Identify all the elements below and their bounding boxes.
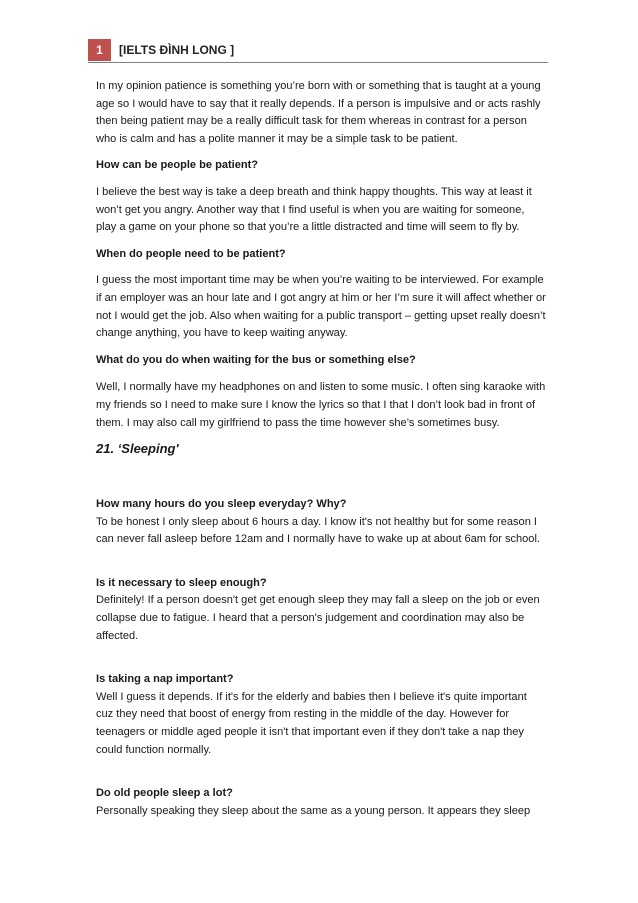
- question-heading: Is taking a nap important?: [96, 673, 234, 686]
- question-heading: What do you do when waiting for the bus or something else?: [96, 353, 416, 366]
- paragraph-intro: In my opinion patience is something you’re born with or something that is taught at a young age so I would have to say that it really depends. If a person is impulsive and or acts rashly then being patient may be a really difficult task for them whereas in contrast for a person who is calm and has a polite manner it may be a simple task to be patient.: [96, 80, 541, 145]
- page-number-badge: 1: [88, 39, 111, 61]
- document-body: [96, 78, 546, 820]
- answer-paragraph: Well, I normally have my headphones on and listen to some music. I often sing karaoke with my friends so I need to make sure I know the lyrics so that I that I don’t look bad in front of them. I may also call my girlfriend to pass the time however she’s sometimes busy.: [96, 381, 546, 429]
- question-heading: Do old people sleep a lot?: [96, 787, 233, 800]
- answer-paragraph: Personally speaking they sleep about the same as a young person. It appears they sleep: [96, 804, 531, 817]
- header-title: [IELTS ĐÌNH LONG ]: [119, 43, 235, 57]
- question-heading: How can be people be patient?: [96, 159, 259, 172]
- section-title: 21. ‘Sleeping': [96, 441, 179, 457]
- answer-paragraph: I believe the best way is take a deep breath and think happy thoughts. This way at least it won’t get you angry. Another way that I find useful is when you are waiting for someone, play a game on your phone so that you’re a little distracted and time will seem to fly by.: [96, 185, 532, 234]
- answer-paragraph: To be honest I only sleep about 6 hours a day. I know it's not healthy but for some reason I can never fall asleep before 12am and I normally have to wake up at about 6am for school.: [96, 515, 540, 546]
- answer-paragraph: Well I guess it depends. If it's for the elderly and babies then I believe it's quite important cuz they need that boost of energy from resting in the middle of the day. However for teenagers or middle aged people it isn't that important even if they don't take a nap they could function normally.: [96, 690, 527, 756]
- answer-paragraph: Definitely! If a person doesn't get get enough sleep they may fall a sleep on the job or even collapse due to fatigue. I heard that a person's judgement and coordination may also be affected.: [96, 594, 540, 642]
- question-heading: How many hours do you sleep everyday? Why?: [96, 498, 347, 511]
- question-heading: When do people need to be patient?: [96, 247, 286, 260]
- header-divider: [88, 62, 548, 63]
- question-heading: Is it necessary to sleep enough?: [96, 576, 267, 589]
- page-header: [88, 39, 548, 61]
- answer-paragraph: I guess the most important time may be when you’re waiting to be interviewed. For example if an employer was an hour late and I got angry at him or her I’m sure it will affect whether or not I would get the job. Also when waiting for a public transport – getting upset really doesn’t change anything, you have to keep waiting anyway.: [96, 274, 546, 340]
